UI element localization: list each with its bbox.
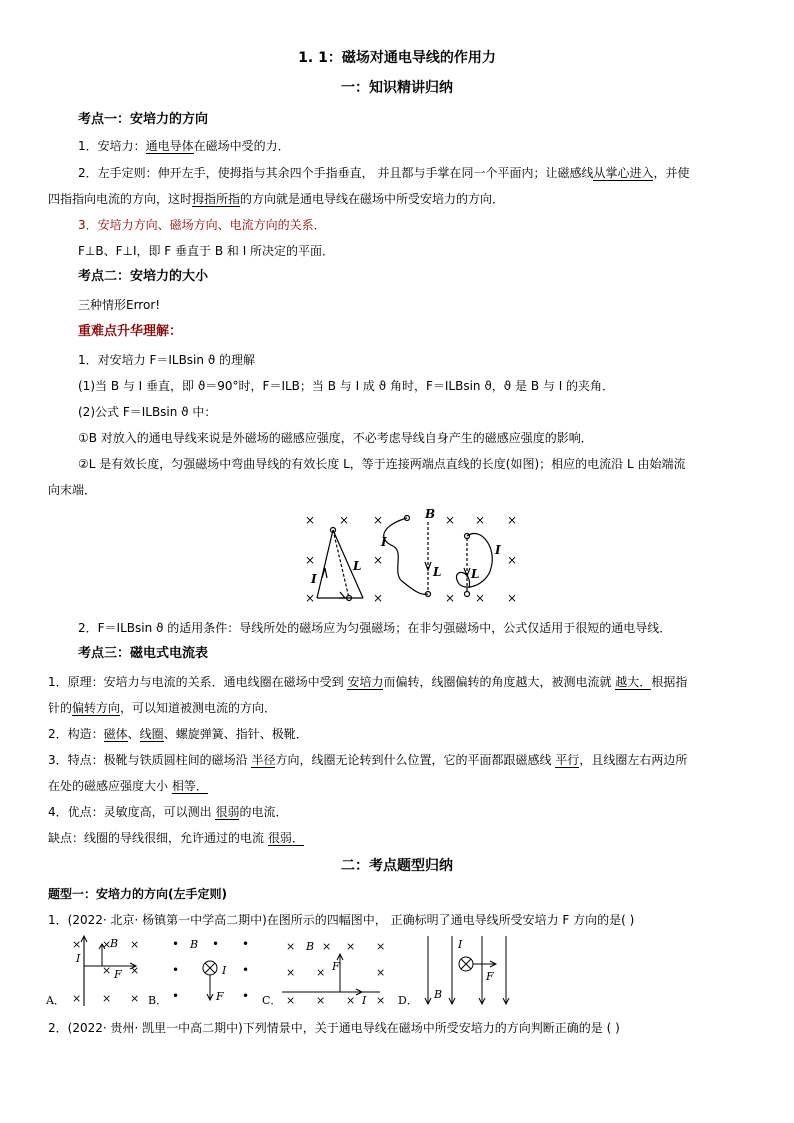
- force-label: F: [332, 960, 340, 973]
- field-label: B: [110, 937, 119, 950]
- cross-mark: ×: [305, 553, 316, 567]
- current-label: I: [222, 964, 227, 977]
- cross-mark: ×: [286, 940, 296, 953]
- cross-mark: ×: [102, 964, 112, 977]
- k3-line6: 4．优点：灵敏度高，可以测出 很弱的电流．: [48, 805, 288, 819]
- question-2: 2．(2022· 贵州· 凯里一中高二期中)下列情景中，关于通电导线在磁场中所受安培力的方向判断正确的是 ( ): [48, 1021, 620, 1035]
- k2-line8: 2．F＝ILBsin ϑ 的适用条件：导线所处的磁场应为匀强磁场；在非匀强磁场中，公式仅适用于很短的通电导线．: [78, 621, 672, 635]
- question-1-options-figure: [46, 934, 526, 1008]
- cross-mark: ×: [507, 553, 518, 567]
- dot-mark: •: [242, 989, 250, 1003]
- field-crosses: [305, 513, 517, 605]
- dot-mark: •: [242, 963, 250, 977]
- curved-wire: [384, 516, 431, 597]
- k3-line2: 针的偏转方向，可以知道被测电流的方向．: [48, 701, 277, 715]
- cross-mark: ×: [376, 940, 386, 953]
- cross-mark: ×: [376, 966, 386, 979]
- option-a-figure: [46, 936, 139, 1007]
- cross-mark: ×: [507, 513, 518, 527]
- current-label: I: [495, 543, 501, 557]
- t1-heading: 题型一：安培力的方向(左手定则): [48, 887, 227, 901]
- cross-mark: ×: [339, 513, 350, 527]
- k3-line5: 在处的磁感应强度大小 相等．: [48, 779, 208, 793]
- field-label: B: [306, 940, 315, 953]
- k3-line3: 2．构造：磁体、线圈、螺旋弹簧、指针、极靴．: [48, 727, 308, 741]
- cross-mark: ×: [346, 994, 356, 1007]
- force-label: F: [216, 990, 224, 1003]
- k1-line2: 2．左手定则：伸开左手，使拇指与其余四个手指垂直， 并且都与手掌在同一个平面内；让磁感线从掌心进入，并使: [78, 166, 690, 180]
- cross-mark: ×: [72, 992, 82, 1005]
- dot-mark: •: [212, 937, 220, 951]
- loop-wire: [456, 534, 492, 597]
- k2-line2: 1．对安培力 F＝ILBsin ϑ 的理解: [78, 353, 256, 367]
- cross-mark: ×: [373, 553, 384, 567]
- dot-mark: •: [172, 937, 180, 951]
- k2-line6: ②L 是有效长度，匀强磁场中弯曲导线的有效长度 L，等于连接两端点直线的长度(如图)；相应的电流沿 L 由始端流: [78, 457, 686, 471]
- length-label: L: [471, 567, 480, 581]
- option-label: B．: [148, 994, 168, 1007]
- cross-mark: ×: [102, 938, 112, 951]
- dot-mark: •: [242, 937, 250, 951]
- k2-line3: (1)当 B 与 I 垂直，即 ϑ＝90°时，F＝ILB；当 B 与 I 成 ϑ 角时，F＝ILBsin ϑ，ϑ 是 B 与 I 的夹角．: [78, 379, 615, 393]
- cross-mark: ×: [72, 938, 82, 951]
- field-label: B: [425, 508, 436, 521]
- cross-mark: ×: [102, 992, 112, 1005]
- cross-mark: ×: [373, 513, 384, 527]
- cross-mark: ×: [286, 966, 296, 979]
- force-label: F: [486, 970, 494, 983]
- current-label: I: [458, 938, 463, 951]
- cross-mark: ×: [346, 940, 356, 953]
- k2-heading: 考点二：安培力的大小: [78, 269, 209, 284]
- option-label: A．: [46, 994, 65, 1007]
- option-c-figure: [262, 940, 385, 1007]
- current-label: I: [311, 572, 317, 586]
- question-1: 1．(2022· 北京· 杨镇第一中学高二期中)在图所示的四幅图中， 正确标明了通电导线所受安培力 F 方向的是( ): [48, 913, 635, 927]
- k2-line5: ①B 对放入的通电导线来说是外磁场的磁感应强度，不必考虑导线自身产生的磁感应强度的影响．: [78, 431, 593, 445]
- length-label: L: [353, 559, 362, 573]
- force-label: F: [114, 968, 122, 981]
- dot-mark: •: [172, 963, 180, 977]
- page-title: 1. 1：磁场对通电导线的作用力: [298, 50, 496, 66]
- field-label: B: [434, 988, 443, 1001]
- cross-mark: ×: [316, 994, 326, 1007]
- option-label: D．: [398, 994, 418, 1007]
- option-label: C．: [262, 994, 282, 1007]
- cross-mark: ×: [130, 992, 140, 1005]
- cross-mark: ×: [507, 591, 518, 605]
- k1-line1: 1．安培力：通电导体在磁场中受的力．: [78, 139, 290, 153]
- k1-line3: 四指指向电流的方向，这时拇指所指的方向就是通电导线在磁场中所受安培力的方向．: [48, 192, 505, 206]
- cross-mark: ×: [130, 964, 140, 977]
- cross-mark: ×: [445, 591, 456, 605]
- k3-line4: 3．特点：极靴与铁质圆柱间的磁场沿 半径方向，线圈无论转到什么位置，它的平面都跟磁感线 平行，且线圈左右两边所: [48, 753, 688, 767]
- k2-hard-heading: 重难点升华理解：: [78, 324, 183, 339]
- field-label: B: [190, 938, 199, 951]
- cross-mark: ×: [322, 940, 332, 953]
- k3-line7: 缺点：线圈的导线很细，允许通过的电流 很弱．: [48, 831, 304, 845]
- k1-line4: 3．安培力方向、磁场方向、电流方向的关系．: [78, 218, 326, 232]
- k3-line1: 1．原理：安培力与电流的关系．通电线圈在磁场中受到 安培力而偏转，线圈偏转的角度越大，被测电流就 越大．根据指: [48, 675, 688, 689]
- cross-mark: ×: [286, 994, 296, 1007]
- option-d-figure: [398, 936, 509, 1007]
- cross-mark: ×: [475, 591, 486, 605]
- current-label: I: [76, 952, 81, 965]
- length-label: L: [433, 565, 442, 579]
- section-heading-2: 二：考点题型归纳: [341, 858, 453, 874]
- cross-mark: ×: [373, 591, 384, 605]
- k1-heading: 考点一：安培力的方向: [78, 112, 209, 127]
- dot-mark: •: [172, 989, 180, 1003]
- cross-mark: ×: [376, 994, 386, 1007]
- current-label: I: [362, 994, 367, 1007]
- k2-line1: 三种情形Error!: [78, 298, 161, 312]
- k3-heading: 考点三：磁电式电流表: [78, 646, 209, 661]
- cross-mark: ×: [130, 938, 140, 951]
- option-b-figure: [148, 937, 249, 1007]
- cross-mark: ×: [316, 966, 326, 979]
- k2-line4: (2)公式 F＝ILBsin ϑ 中：: [78, 405, 217, 419]
- effective-length-figure: [295, 508, 525, 608]
- section-heading-1: 一：知识精讲归纳: [341, 80, 453, 96]
- cross-mark: ×: [305, 513, 316, 527]
- k2-line7: 向末端．: [48, 483, 97, 497]
- k1-line5: F⊥B、F⊥I，即 F 垂直于 B 和 I 所决定的平面．: [78, 244, 335, 258]
- cross-mark: ×: [475, 513, 486, 527]
- cross-mark: ×: [305, 591, 316, 605]
- current-label: I: [381, 535, 387, 549]
- cross-mark: ×: [445, 513, 456, 527]
